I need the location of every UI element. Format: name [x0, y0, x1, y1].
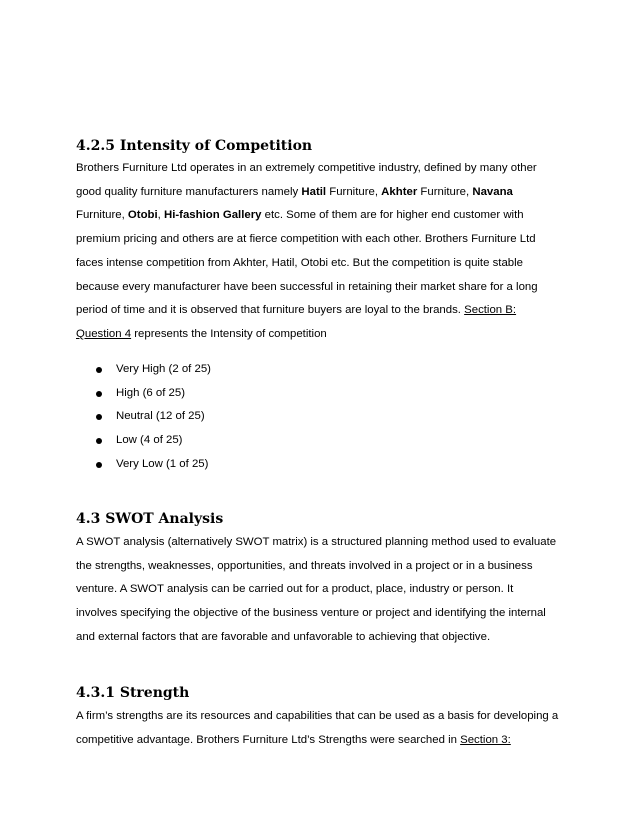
brand-hi-fashion-gallery: Hi-fashion Gallery — [164, 209, 262, 222]
list-item — [76, 358, 376, 382]
brand-navana: Navana — [472, 185, 513, 198]
text-run: competitive advantage. Brothers Furniture Ltd’s Strengths were searched in — [76, 733, 461, 746]
list-item — [76, 453, 376, 477]
list-item-label: Very Low (1 of 25) — [116, 457, 209, 470]
text-run: good quality furniture manufacturers namely — [76, 185, 302, 198]
paragraph-swot-analysis — [76, 531, 562, 650]
text-line — [76, 204, 562, 228]
text-line: involves specifying the objective of the business venture or project and identifying the internal — [76, 607, 546, 620]
paragraph-intensity-of-competition — [76, 157, 562, 347]
text-line: and external factors that are favorable and unfavorable to achieving that objective. — [76, 630, 491, 643]
text-line — [76, 729, 562, 753]
text-line: faces intense competition from Akhter, Hatil, Otobi etc. But the competition is quite stable — [76, 256, 523, 269]
text-line — [76, 323, 562, 347]
text-run: represents the Intensity of competition — [131, 327, 327, 340]
list-item-label: Neutral (12 of 25) — [116, 410, 205, 423]
heading-strength: 4.3.1 Strength — [76, 685, 190, 701]
competition-intensity-list — [76, 358, 376, 476]
list-item — [76, 382, 376, 406]
bullet-icon — [96, 438, 102, 444]
text-line: because every manufacturer have been successful in retaining their market share for a long — [76, 280, 538, 293]
text-run: Furniture, — [417, 185, 473, 198]
text-run: etc. Some of them are for higher end customer with — [261, 209, 524, 222]
bullet-icon — [96, 414, 102, 420]
list-item — [76, 429, 376, 453]
text-line — [76, 299, 562, 323]
heading-swot-analysis: 4.3 SWOT Analysis — [76, 511, 224, 527]
brand-akhter: Akhter — [381, 185, 418, 198]
question-4-reference[interactable]: Question 4 — [76, 327, 132, 340]
bullet-icon — [96, 391, 102, 397]
bullet-icon — [96, 367, 102, 373]
paragraph-strength — [76, 705, 562, 752]
section-b-reference[interactable]: Section B: — [464, 304, 517, 317]
list-item-label: Low (4 of 25) — [116, 434, 183, 447]
list-item-label: High (6 of 25) — [116, 386, 186, 399]
brand-hatil: Hatil — [301, 185, 327, 198]
bullet-icon — [96, 462, 102, 468]
heading-intensity-of-competition: 4.2.5 Intensity of Competition — [76, 138, 313, 154]
text-run: Furniture, — [326, 185, 382, 198]
text-run: , — [157, 209, 164, 222]
text-line: premium pricing and others are at fierce competition with each other. Brothers Furniture Ltd — [76, 233, 536, 246]
text-line: A SWOT analysis (alternatively SWOT matrix) is a structured planning method used to evaluate — [76, 536, 557, 548]
text-line: the strengths, weaknesses, opportunities, and threats involved in a project or in a business — [76, 559, 533, 572]
text-line — [76, 181, 562, 205]
text-line: venture. A SWOT analysis can be carried out for a product, place, industry or person. It — [76, 583, 514, 596]
section-3-reference[interactable]: Section 3: — [460, 733, 511, 746]
text-line: Brothers Furniture Ltd operates in an extremely competitive industry, defined by many other — [76, 162, 537, 174]
text-line: A firm’s strengths are its resources and capabilities that can be used as a basis for developing a — [76, 710, 559, 722]
list-item — [76, 405, 376, 429]
text-run: period of time and it is observed that furniture buyers are loyal to the brands. — [76, 304, 465, 317]
brand-otobi: Otobi — [127, 209, 158, 222]
list-item-label: Very High (2 of 25) — [116, 363, 211, 375]
text-run: Furniture, — [76, 209, 128, 222]
